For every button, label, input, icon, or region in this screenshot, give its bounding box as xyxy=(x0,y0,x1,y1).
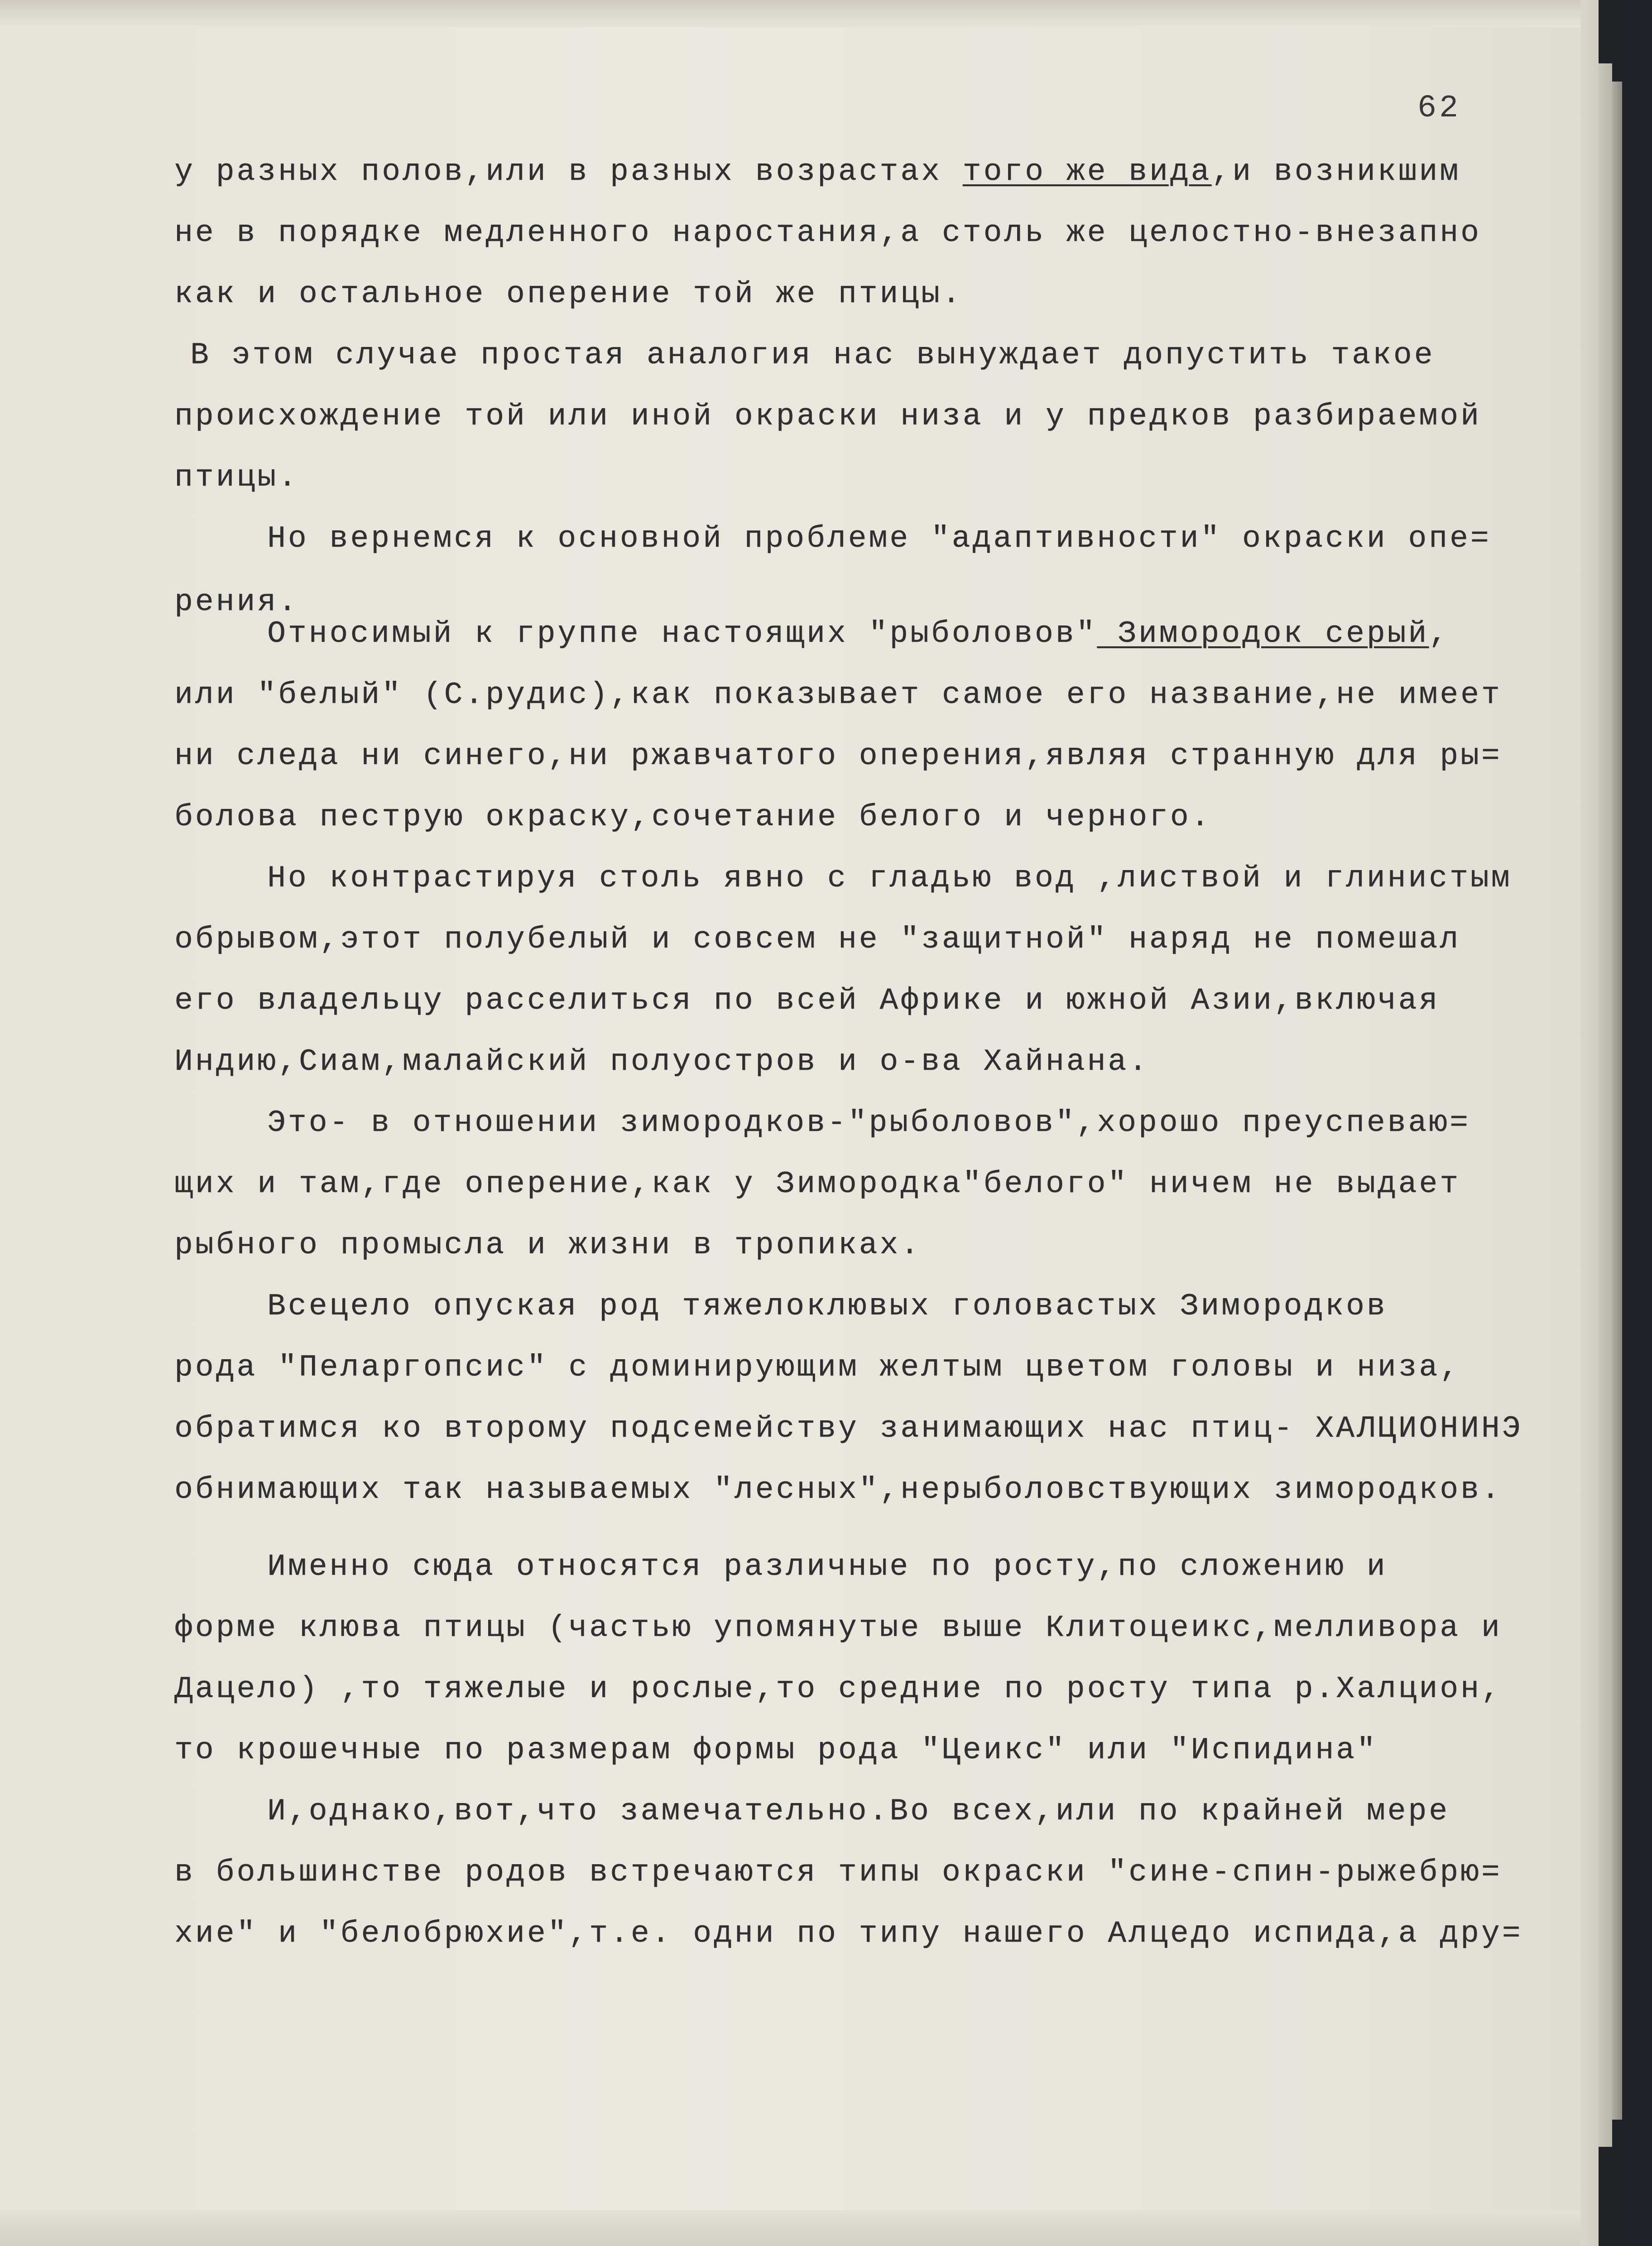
text-line xyxy=(267,1549,1388,1585)
text-line xyxy=(267,616,1450,652)
sheet-edge xyxy=(1599,63,1612,2147)
text-run: И,однако,вот,что замечательно.Во всех,или по крайней мере xyxy=(267,1794,1450,1829)
text-run: птицы. xyxy=(174,460,299,495)
text-line xyxy=(174,1411,1522,1447)
text-run: не в порядке медленного наростания,а столь же целостно-внезапно xyxy=(174,216,1481,250)
text-run: , xyxy=(1429,616,1450,651)
underlined-phrase: того же вида xyxy=(962,154,1212,189)
text-run: ни следа ни синего,ни ржавчатого оперения,являя странную для ры= xyxy=(174,739,1502,774)
text-line xyxy=(174,215,1481,251)
text-line xyxy=(174,1610,1502,1646)
text-line xyxy=(174,1472,1502,1508)
text-line xyxy=(174,1916,1522,1952)
sheet-edge xyxy=(1580,0,1599,2246)
text-line xyxy=(174,1350,1460,1386)
text-run: в большинстве родов встречаются типы окраски "сине-спин-рыжебрю= xyxy=(174,1855,1502,1890)
text-line xyxy=(174,460,299,496)
text-line xyxy=(174,799,1211,836)
text-line xyxy=(190,337,1435,374)
text-run: рода "Пеларгопсис" с доминирующим желтым цветом головы и низа, xyxy=(174,1350,1461,1385)
text-run: щих и там,где оперение,как у Зимородка"белого" ничем не выдает xyxy=(174,1167,1461,1202)
text-run: хие" и "белобрюхие",т.е. одни по типу нашего Алцедо испида,а дру= xyxy=(174,1916,1523,1951)
text-run: рыбного промысла и жизни в тропиках. xyxy=(174,1228,922,1263)
text-run: как и остальное оперение той же птицы. xyxy=(174,277,963,312)
text-line xyxy=(174,738,1502,774)
text-run: рения. xyxy=(174,585,299,620)
text-run: Всецело опуская род тяжелоклювых головастых Зимородков xyxy=(267,1289,1388,1324)
text-line xyxy=(267,521,1491,557)
text-line xyxy=(267,1794,1450,1830)
text-run: Но вернемся к основной проблеме "адаптивности" окраски опе= xyxy=(267,521,1491,556)
text-run: Но контрастируя столь явно с гладью вод ,листвой и глинистым xyxy=(267,861,1512,896)
text-line xyxy=(174,922,1460,958)
text-line xyxy=(174,1855,1502,1891)
underlined-phrase: Зимородок серый xyxy=(1097,616,1429,651)
text-line xyxy=(174,1166,1460,1202)
text-line xyxy=(267,861,1512,897)
text-run: Это- в отношении зимородков-"рыболовов",хорошо преуспеваю= xyxy=(267,1106,1470,1140)
text-run: Именно сюда относятся различные по росту,по сложению и xyxy=(267,1549,1388,1584)
text-line xyxy=(267,1105,1470,1141)
text-run: обратимся ко второму подсемейству занимающих нас птиц- ХАЛЦИОНИНЭ xyxy=(174,1411,1523,1446)
text-run: болова пеструю окраску,сочетание белого и черного. xyxy=(174,800,1212,835)
text-run: Относимый к группе настоящих "рыболовов" xyxy=(267,616,1097,651)
text-run: обнимающих так называемых "лесных",нерыболовствующих зимородков. xyxy=(174,1472,1502,1507)
page-number: 62 xyxy=(1417,91,1461,126)
text-line xyxy=(174,677,1502,713)
text-line xyxy=(174,584,299,620)
text-line xyxy=(267,1289,1388,1325)
text-run: то крошечные по размерам формы рода "Цеикс" или "Испидина" xyxy=(174,1733,1378,1768)
text-line xyxy=(174,1227,921,1264)
text-run: ,и возникшим xyxy=(1211,154,1461,189)
text-run: обрывом,этот полубелый и совсем не "защитной" наряд не помешал xyxy=(174,922,1461,957)
text-run: или "белый" (С.рудис),как показывает самое его название,не имеет xyxy=(174,678,1502,712)
text-line xyxy=(174,983,1440,1019)
text-run: Индию,Сиам,малайский полуостров и о-ва Хайнана. xyxy=(174,1044,1149,1079)
text-run: В этом случае простая аналогия нас вынуждает допустить такое xyxy=(190,338,1435,373)
text-line xyxy=(174,1732,1378,1769)
text-line xyxy=(174,1044,1149,1080)
text-line xyxy=(174,276,963,313)
text-run: происхождение той или иной окраски низа и у предков разбираемой xyxy=(174,399,1481,434)
text-run: Дацело) ,то тяжелые и рослые,то средние по росту типа р.Халцион, xyxy=(174,1672,1502,1707)
text-line xyxy=(174,1671,1502,1707)
text-line xyxy=(174,154,1460,190)
text-run: форме клюва птицы (частью упомянутые выше Клитоцеикс,мелливора и xyxy=(174,1611,1502,1645)
text-run: его владельцу расселиться по всей Африке и южной Азии,включая xyxy=(174,983,1440,1018)
sheet-edge xyxy=(1612,82,1622,2120)
text-line xyxy=(174,399,1481,435)
text-run: у разных полов,или в разных возрастах xyxy=(174,154,963,189)
scan-background xyxy=(1622,0,1652,2246)
